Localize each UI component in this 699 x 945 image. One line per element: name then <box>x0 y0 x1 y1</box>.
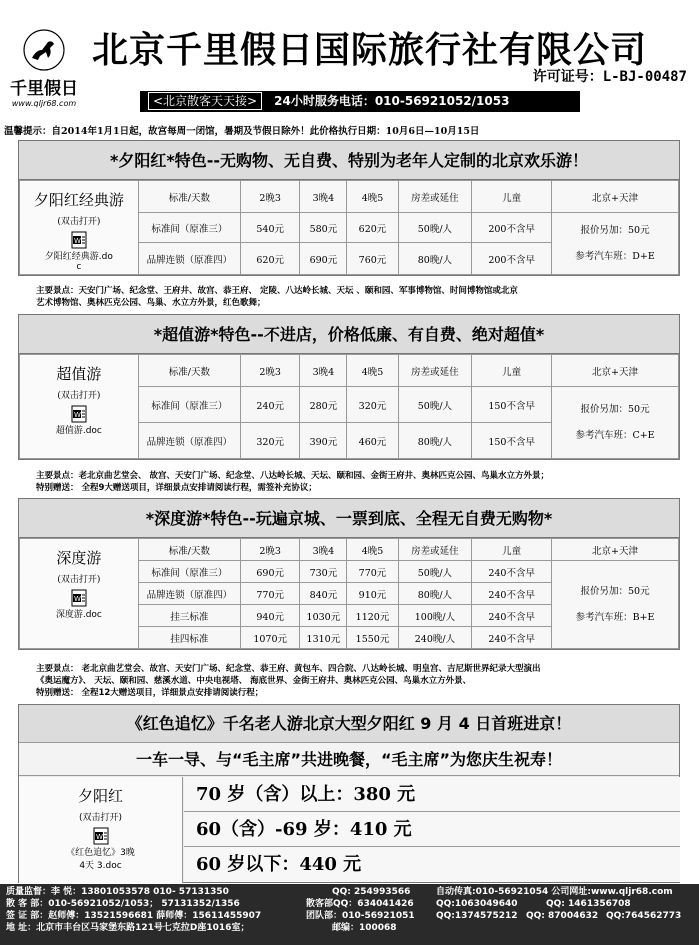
word-doc-icon[interactable] <box>71 589 87 607</box>
section-notes <box>36 470 676 494</box>
cell: 280元 <box>300 387 347 423</box>
word-doc-icon[interactable] <box>93 827 109 845</box>
group-dept: 团队部：010-56921051 <box>306 911 415 921</box>
footer-qq: 散客部QQ：634041426 <box>306 899 414 909</box>
tour-section-in-depth <box>18 498 680 650</box>
note-line: 艺术博物馆、奥林匹克公园、鸟巢、水立方外景，红色歌舞； <box>36 298 266 308</box>
cell: 1030元 <box>300 605 347 627</box>
extra-fee: 报价另加：50元 <box>580 585 650 597</box>
double-click-hint: (双击打开) <box>57 575 101 585</box>
svg-text:W: W <box>73 411 81 419</box>
cell: 540元 <box>241 213 300 243</box>
col-header: 2晚3 <box>241 181 300 213</box>
col-header: 3晚4 <box>300 181 347 213</box>
cell: 1550元 <box>347 627 398 649</box>
section-header: *夕阳红*特色--无购物、无自费、特别为老年人定制的北京欢乐游！ <box>19 141 679 180</box>
visa-dept: 签 证 部：赵师傅：13521596681 薛师傅：15611455907 <box>6 911 262 921</box>
col-header: 房差或延住 <box>398 181 472 213</box>
cell: 1310元 <box>300 627 347 649</box>
cell: 挂四标准 <box>138 627 240 649</box>
section-notes <box>36 663 676 699</box>
doc-link[interactable]: 夕阳红经典游.do <box>44 252 113 262</box>
bus-ref: 参考汽车班：B+E <box>575 611 655 623</box>
cell: 品牌连锁（原准四） <box>138 583 240 605</box>
header <box>0 0 699 118</box>
footer-line <box>6 922 693 934</box>
age-price-row: 70 岁（含）以上：380 元 <box>184 777 680 812</box>
footer-qq: QQ:1374575212 <box>436 911 518 921</box>
col-header: 北京+天津 <box>552 355 679 387</box>
cell: 240不含早 <box>472 605 552 627</box>
cell: 730元 <box>300 561 347 583</box>
col-header: 2晚3 <box>241 355 300 387</box>
cell: 620元 <box>241 243 300 275</box>
cell: 240元 <box>241 387 300 423</box>
svg-text:W: W <box>73 237 81 245</box>
col-header: 儿童 <box>472 181 552 213</box>
col-header: 北京+天津 <box>552 539 679 561</box>
cell: 标准间（原准三） <box>138 387 240 423</box>
cell: 770元 <box>347 561 398 583</box>
note-line: 主要景点： 老北京曲艺堂会、故宫、天安门广场、纪念堂、恭王府、黄包车、四合院、八达岭长城、明皇宫、吉尼斯世界纪录大型演出 <box>36 664 541 674</box>
cell: 150不含早 <box>472 423 552 459</box>
cell: 240不含早 <box>472 561 552 583</box>
cell: 150不含早 <box>472 387 552 423</box>
footer-qq: QQ: 87004632 <box>526 911 599 921</box>
cell: 690元 <box>300 243 347 275</box>
footer-qq: QQ:1063049640 <box>436 899 518 909</box>
footer-line <box>6 886 693 898</box>
red-headline: 《红色追忆》千名老人游北京大型夕阳红 9 月 4 日首班进京！ <box>19 705 679 743</box>
doc-link[interactable]: 深度游.doc <box>55 610 102 620</box>
footer <box>0 884 699 945</box>
cell: 品牌连锁（原准四） <box>138 243 240 275</box>
service-bar <box>140 91 580 112</box>
price-table <box>19 180 679 275</box>
product-cell <box>19 777 183 883</box>
col-header: 标准/天数 <box>138 181 240 213</box>
red-subheadline: 一车一导、与“毛主席”共进晚餐，“毛主席”为您庆生祝寿！ <box>19 743 679 776</box>
cell: 620元 <box>347 213 398 243</box>
col-header: 标准/天数 <box>138 355 240 387</box>
doc-link[interactable]: 《红色追忆》3晚 <box>66 848 135 858</box>
logo-url: www.qljr68.com <box>11 99 77 108</box>
postcode: 邮编：100068 <box>332 923 397 933</box>
cell: 品牌连锁（原准四） <box>138 423 240 459</box>
cell: 240不含早 <box>472 583 552 605</box>
section-header: *超值游*特色--不进店，价格低廉、有自费、绝对超值* <box>19 315 679 354</box>
cell: 1070元 <box>241 627 300 649</box>
col-header: 4晚5 <box>347 355 398 387</box>
doc-link-suffix: 4天 3.doc <box>79 861 122 871</box>
notice: 温馨提示：自2014年1月1日起，故宫每周一闭馆，暑期及节假日除外！此价格执行日期：10月6日—10月15日 <box>4 126 480 137</box>
word-doc-icon[interactable] <box>71 405 87 423</box>
tour-section-sunset-classic <box>18 140 680 276</box>
col-header: 儿童 <box>472 539 552 561</box>
age-price-row: 60（含）-69 岁：410 元 <box>184 812 680 847</box>
cell: 50晚/人 <box>398 561 472 583</box>
cell: 200不含早 <box>472 243 552 275</box>
cell: 240不含早 <box>472 627 552 649</box>
price-table <box>19 354 679 459</box>
address: 地 址：北京市丰台区马家堡东路121号七克拉D座1016室； <box>6 923 250 933</box>
retail-dept: 散 客 部：010-56921052/1053； 57131352/1356 <box>6 899 240 909</box>
side-info <box>552 213 679 275</box>
product-name: 夕阳红 <box>77 787 123 805</box>
footer-qq: QQ:764562773 <box>606 911 682 921</box>
cell: 100晚/人 <box>398 605 472 627</box>
bus-ref: 参考汽车班：D+E <box>575 250 655 262</box>
col-header: 3晚4 <box>300 539 347 561</box>
age-price-row: 60 岁以下：440 元 <box>184 847 680 882</box>
footer-qq: QQ: 1461356708 <box>546 899 631 909</box>
cell: 760元 <box>347 243 398 275</box>
note-line: 主要景点：老北京曲艺堂会、 故宫、天安门广场、纪念堂、八达岭长城、天坛、颐和园、金街王府井、奥林匹克公园、鸟巢水立方外景； <box>36 471 549 481</box>
col-header: 北京+天津 <box>552 181 679 213</box>
col-header: 房差或延住 <box>398 539 472 561</box>
cell: 770元 <box>241 583 300 605</box>
tour-section-value <box>18 314 680 460</box>
note-line: 特别赠送： 全程9大赠送项目，详细景点安排请阅读行程，需签补充协议； <box>36 483 317 493</box>
cell: 80晚/人 <box>398 423 472 459</box>
cell: 200不含早 <box>472 213 552 243</box>
note-line: 特别赠送： 全程12大赠送项目，详细景点安排请阅读行程； <box>36 688 264 698</box>
cell: 390元 <box>300 423 347 459</box>
license-number: 许可证号：L-BJ-00487 <box>532 69 687 85</box>
company-title: 北京千里假日国际旅行社有限公司 <box>92 30 648 71</box>
product-cell <box>20 539 139 649</box>
col-header: 房差或延住 <box>398 355 472 387</box>
side-info <box>552 561 679 649</box>
double-click-hint: (双击打开) <box>57 391 101 401</box>
col-header: 儿童 <box>472 355 552 387</box>
double-click-hint: (双击打开) <box>78 813 123 823</box>
service-phone: 24小时服务电话：010-56921052/1053 <box>274 94 510 108</box>
horse-logo-icon <box>22 28 66 72</box>
cell: 50晚/人 <box>398 213 472 243</box>
footer-line <box>6 898 693 910</box>
svg-text:W: W <box>73 595 81 603</box>
footer-fax-website: 自动传真:010-56921054 公司网址:www.qljr68.com <box>436 887 673 897</box>
extra-fee: 报价另加：50元 <box>580 224 650 236</box>
cell: 80晚/人 <box>398 243 472 275</box>
section-header: *深度游*特色--玩遍京城、一票到底、全程无自费无购物* <box>19 499 679 538</box>
cell: 1120元 <box>347 605 398 627</box>
note-line: 主要景点：天安门广场、纪念堂、王府井、故宫、恭王府、 定陵、八达岭长城、天坛 、颐和园、军事博物馆、时间博物馆或北京 <box>36 286 518 296</box>
service-tag: <北京散客天天接> <box>148 92 262 110</box>
cell: 460元 <box>347 423 398 459</box>
doc-link[interactable]: 超值游.doc <box>55 426 102 436</box>
col-header: 4晚5 <box>347 539 398 561</box>
cell: 80晚/人 <box>398 583 472 605</box>
cell: 挂三标准 <box>138 605 240 627</box>
quality-supervision: 质量监督：李 悦：13801053578 010- 57131350 <box>6 887 229 897</box>
product-cell <box>20 181 139 275</box>
cell: 840元 <box>300 583 347 605</box>
side-info <box>552 387 679 459</box>
cell: 320元 <box>347 387 398 423</box>
cell: 标准间（原准三） <box>138 213 240 243</box>
cell: 标准间（原准三） <box>138 561 240 583</box>
product-name: 超值游 <box>56 365 102 383</box>
col-header: 4晚5 <box>347 181 398 213</box>
svg-text:W: W <box>95 833 103 841</box>
doc-link-suffix: c <box>76 262 82 272</box>
cell: 690元 <box>241 561 300 583</box>
company-logo <box>10 28 78 112</box>
word-doc-icon[interactable] <box>71 231 87 249</box>
col-header: 标准/天数 <box>138 539 240 561</box>
cell: 50晚/人 <box>398 387 472 423</box>
logo-name: 千里假日 <box>10 79 78 99</box>
bus-ref: 参考汽车班：C+E <box>575 429 655 441</box>
col-header: 3晚4 <box>300 355 347 387</box>
extra-fee: 报价另加：50元 <box>580 403 650 415</box>
red-memory-section <box>18 704 680 883</box>
footer-qq: QQ: 254993566 <box>332 887 411 897</box>
col-header: 2晚3 <box>241 539 300 561</box>
product-name: 深度游 <box>56 549 102 567</box>
cell: 580元 <box>300 213 347 243</box>
product-name: 夕阳红经典游 <box>33 191 124 209</box>
product-cell <box>20 355 139 459</box>
price-table <box>19 538 679 649</box>
cell: 940元 <box>241 605 300 627</box>
cell: 910元 <box>347 583 398 605</box>
double-click-hint: (双击打开) <box>57 217 101 227</box>
note-line: 《奥运魔方》、 天坛、颐和园、慈溪水道、中央电视塔、 海底世界、金街王府井、奥林匹克公园、鸟巢水立方外景、 <box>36 676 472 686</box>
section-notes <box>36 285 676 309</box>
cell: 320元 <box>241 423 300 459</box>
cell: 240晚/人 <box>398 627 472 649</box>
footer-line <box>6 910 693 922</box>
